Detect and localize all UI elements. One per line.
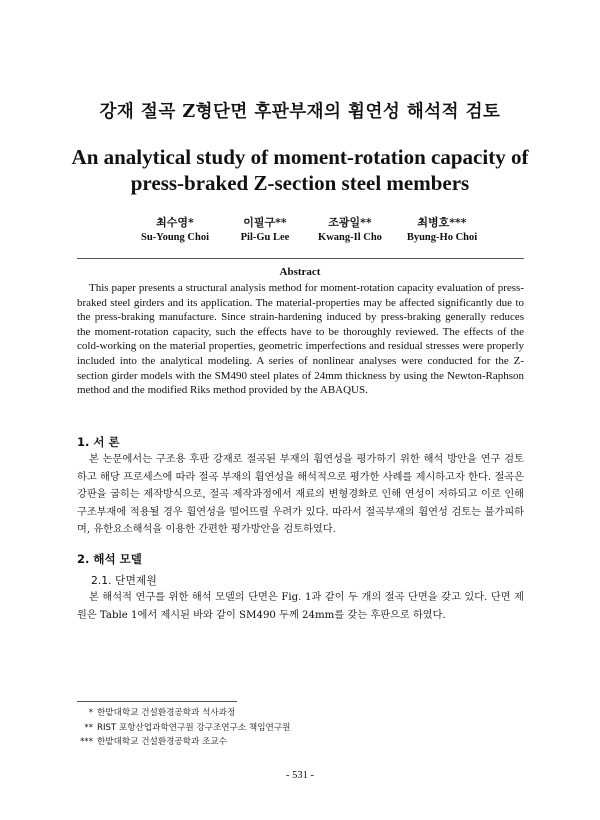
english-title-line-2: press-braked Z-section steel members xyxy=(130,171,470,195)
author-english-name: Su-Young Choi xyxy=(141,232,209,243)
footnote-mark: ** xyxy=(84,722,93,733)
footnote-mark: *** xyxy=(80,737,93,747)
subsection-2-1-heading: 2.1. 단면제원 xyxy=(91,574,157,587)
section-1-heading: 1. 서 론 xyxy=(77,435,120,449)
section-2-heading: 2. 해석 모델 xyxy=(77,552,142,566)
author-english-name: Byung-Ho Choi xyxy=(406,232,478,243)
header-divider xyxy=(77,258,524,259)
author-korean-name: 최수영* xyxy=(156,216,194,229)
abstract-heading: Abstract xyxy=(279,266,321,278)
subsection-2-1-body: 본 해석적 연구를 위한 해석 모델의 단면은 Fig. 1과 같이 두 개의 절곡 단면을 갖고 있다. 단면 제원은 Table 1에서 제시된 바와 같이 SM490 두께 24mm를 갖는 후판으로 하였다. xyxy=(77,592,524,621)
author-english-name: Pil-Gu Lee xyxy=(240,232,290,243)
author-4 xyxy=(382,214,502,243)
footnote-mark: * xyxy=(88,708,93,718)
author-english-name: Kwang-Il Cho xyxy=(318,232,382,243)
footnote-3 xyxy=(77,735,477,750)
footnotes xyxy=(77,706,477,750)
footnote-divider xyxy=(77,701,237,702)
page-number: - 531 - xyxy=(286,770,314,781)
section-1-body: 본 논문에서는 구조용 후판 강재로 절곡된 부재의 휨연성을 평가하기 위한 해석 방안을 연구 검토하고 해당 프로세스에 따라 절곡 부재의 휨연성을 해석적으로 평가한 사례를 제시하고자 한다. 절곡은 강판을 굽히는 제작방식으로, 절곡 제작과정에서 재료의 변형경화로 인해 연성이 저하되고 이로 인해 구조부재에 적용될 경우 휨연성을 떨어뜨릴 우려가 있다. 따라서 절곡부재의 휨연성 검토는 불가피하며, 유한요소해석을 이용한 간편한 평가방안을 검토하였다. xyxy=(77,454,524,535)
abstract-text: This paper presents a structural analysis method for moment-rotation capacity evaluation of press-braked steel girders and its application. The material-properties may be affected significantly due to the press-braking manufacture. Since strain-hardening induced by press-braking generally reduces the moment-rotation capacity, such the effects have to be thoroughly reviewed. The effects of the cold-working on the material properties, geometric imperfections and residual stresses were properly included into the analytical modeling. A series of nonlinear analyses were conducted for the Z-section girder models with the SM490 steel plates of 24mm thickness by using the Newton-Raphson method and the modified Riks method provided by the ABAQUS. xyxy=(77,282,524,397)
footnote-text: 한밭대학교 건설환경공학과 석사과정 xyxy=(97,708,236,718)
footnote-text: 한밭대학교 건설환경공학과 조교수 xyxy=(97,737,227,747)
author-korean-name: 최병호*** xyxy=(417,216,467,229)
author-korean-name: 이필구** xyxy=(243,216,287,229)
korean-title: 강재 절곡 Z형단면 후판부재의 휨연성 해석적 검토 xyxy=(99,102,501,122)
footnote-2 xyxy=(77,721,477,736)
footnote-text: RIST 포항산업과학연구원 강구조연구소 책임연구원 xyxy=(97,722,291,733)
english-title-line-1: An analytical study of moment-rotation capacity of xyxy=(71,145,529,169)
author-korean-name: 조광일** xyxy=(328,216,372,229)
footnote-1 xyxy=(77,706,477,721)
